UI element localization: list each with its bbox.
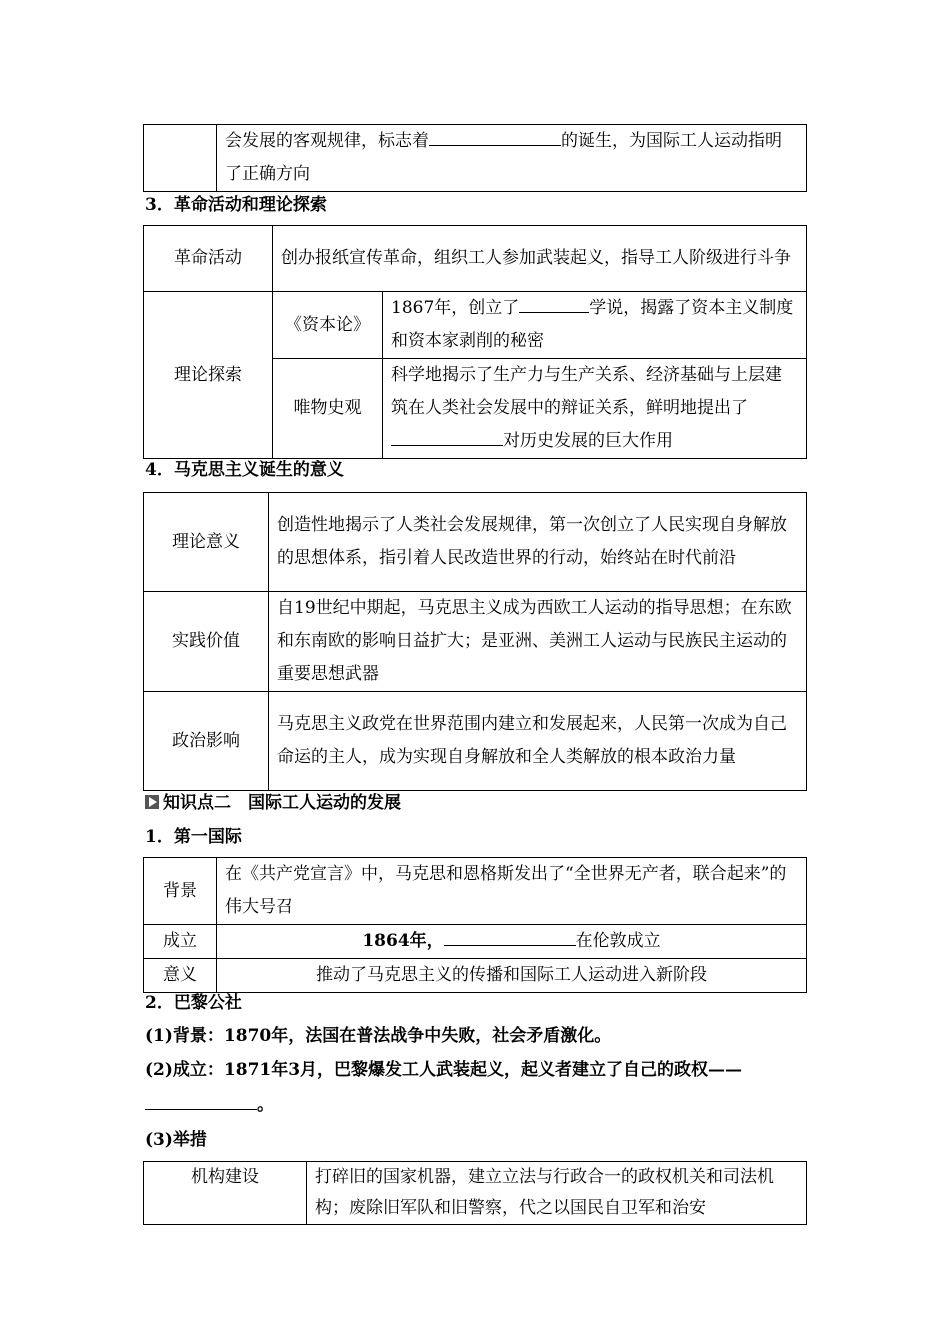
significance-table	[143, 492, 807, 791]
label-cell: 理论探索	[144, 292, 273, 459]
first-international-table	[143, 857, 807, 993]
text-fragment: 科学地揭示了生产力与生产关系、经济基础与上层建筑在人类社会发展中的辩证关系，鲜明地提出了	[391, 365, 782, 418]
label-cell: 革命活动	[144, 226, 273, 292]
text-fragment: 会发展的客观规律，标志着	[225, 131, 429, 151]
knowledge-point-title: 知识点二 国际工人运动的发展	[163, 793, 401, 813]
paris-establishment-blank-line	[145, 1089, 274, 1120]
knowledge-point-heading	[145, 788, 401, 818]
blank-line	[429, 125, 561, 146]
label-cell: 成立	[144, 925, 217, 959]
paris-measures-heading: (3)举措	[145, 1130, 207, 1150]
content-cell	[217, 925, 807, 959]
text-fragment: 1864年，	[362, 931, 444, 951]
content-cell	[383, 359, 807, 459]
content-cell	[383, 292, 807, 359]
content-cell: 马克思主义政党在世界范围内建立和发展起来，人民第一次成为自己命运的主人，成为实现自身解放和全人类解放的根本政治力量	[269, 692, 807, 791]
blank-line	[145, 1089, 257, 1110]
blank-line	[391, 425, 503, 446]
sublabel-cell: 唯物史观	[273, 359, 383, 459]
label-cell: 实践价值	[144, 592, 269, 692]
content-cell: 在《共产党宣言》中，马克思和恩格斯发出了“全世界无产者，联合起来”的伟大号召	[217, 858, 807, 925]
revolution-theory-table	[143, 225, 807, 459]
text-fragment: 1867年，创立了	[391, 298, 520, 318]
text-fragment: 对历史发展的巨大作用	[503, 431, 673, 451]
blank-line	[519, 292, 589, 313]
continuation-table	[143, 124, 807, 192]
text-fragment: 。	[257, 1095, 274, 1115]
content-cell: 自19世纪中期起，马克思主义成为西欧工人运动的指导思想；在东欧和东南欧的影响日益扩大；是亚洲、美洲工人运动与民族民主运动的重要思想武器	[269, 592, 807, 692]
label-cell: 背景	[144, 858, 217, 925]
continuation-cell	[217, 125, 807, 192]
label-cell: 意义	[144, 959, 217, 993]
measures-table	[143, 1161, 807, 1225]
text-fragment: 在伦敦成立	[575, 931, 661, 951]
content-cell: 打碎旧的国家机器，建立立法与行政合一的政权机关和司法机构；废除旧军队和旧警察，代之以国民自卫军和治安	[307, 1162, 807, 1225]
label-cell: 政治影响	[144, 692, 269, 791]
label-cell: 理论意义	[144, 493, 269, 592]
section-heading-4: 4．马克思主义诞生的意义	[145, 460, 344, 480]
sublabel-cell: 《资本论》	[273, 292, 383, 359]
section-heading-first-international: 1．第一国际	[145, 827, 242, 847]
empty-cell	[144, 125, 217, 192]
play-triangle-icon	[145, 795, 159, 809]
paris-establishment: (2)成立：1871年3月，巴黎爆发工人武装起义，起义者建立了自己的政权——	[145, 1060, 743, 1080]
paris-background: (1)背景：1870年，法国在普法战争中失败，社会矛盾激化。	[145, 1026, 612, 1046]
blank-line	[444, 925, 576, 946]
content-cell: 创办报纸宣传革命，组织工人参加武装起义，指导工人阶级进行斗争	[273, 226, 807, 292]
text-fragment: 学说，揭露了资本主义制度和资本家剥削的秘密	[391, 298, 794, 351]
content-cell: 创造性地揭示了人类社会发展规律，第一次创立了人民实现自身解放的思想体系，指引着人民改造世界的行动，始终站在时代前沿	[269, 493, 807, 592]
section-heading-paris-commune: 2．巴黎公社	[145, 993, 242, 1013]
label-cell: 机构建设	[144, 1162, 307, 1225]
section-heading-3: 3．革命活动和理论探索	[145, 195, 327, 215]
text-fragment: 的诞生，为国际工人运动指明了正确方向	[225, 131, 782, 184]
content-cell: 推动了马克思主义的传播和国际工人运动进入新阶段	[217, 959, 807, 993]
